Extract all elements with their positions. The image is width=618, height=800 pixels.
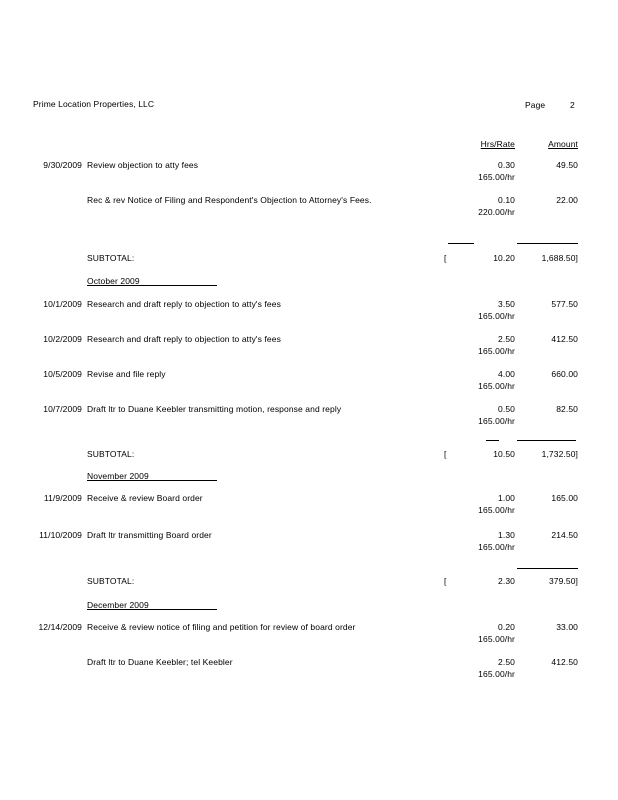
entry-amount: 214.50 (551, 530, 578, 540)
amount-sum-line (517, 568, 578, 569)
entry-rate: 165.00/hr (478, 416, 515, 426)
entry-amount: 577.50 (551, 299, 578, 309)
page-label: Page (525, 100, 546, 110)
entry-date: 9/30/2009 (43, 160, 82, 170)
entry-hours: 4.00 (498, 369, 515, 379)
entry-rate: 165.00/hr (478, 311, 515, 321)
entry-description: Revise and file reply (87, 369, 166, 379)
month-underline (87, 609, 217, 610)
entry-rate: 165.00/hr (478, 542, 515, 552)
amount-sum-line (517, 440, 576, 441)
month-underline (87, 480, 217, 481)
entry-description: Research and draft reply to objection to atty's fees (87, 334, 281, 344)
subtotal-bracket: [ (444, 449, 447, 459)
subtotal-hours: 2.30 (498, 576, 515, 586)
page-number: 2 (570, 100, 575, 110)
hrs-rate-column-header: Hrs/Rate (480, 139, 515, 149)
entry-date: 12/14/2009 (38, 622, 82, 632)
entry-date: 11/9/2009 (43, 493, 82, 503)
subtotal-hours: 10.50 (493, 449, 515, 459)
month-heading: November 2009 (87, 471, 149, 481)
subtotal-label: SUBTOTAL: (87, 253, 135, 263)
entry-date: 11/10/2009 (39, 530, 82, 540)
entry-amount: 33.00 (556, 622, 578, 632)
entry-rate: 165.00/hr (478, 634, 515, 644)
entry-hours: 0.50 (498, 404, 515, 414)
subtotal-label: SUBTOTAL: (87, 576, 135, 586)
subtotal-label: SUBTOTAL: (87, 449, 135, 459)
entry-hours: 3.50 (498, 299, 515, 309)
entry-description: Receive & review Board order (87, 493, 203, 503)
entry-rate: 220.00/hr (478, 207, 515, 217)
entry-hours: 2.50 (498, 334, 515, 344)
entry-date: 10/5/2009 (43, 369, 82, 379)
entry-description: Draft ltr transmitting Board order (87, 530, 212, 540)
entry-hours: 1.00 (498, 493, 515, 503)
entry-amount: 412.50 (551, 657, 578, 667)
entry-description: Receive & review notice of filing and petition for review of board order (87, 622, 356, 632)
entry-description: Draft ltr to Duane Keebler transmitting motion, response and reply (87, 404, 342, 414)
entry-rate: 165.00/hr (478, 505, 515, 515)
entry-amount: 412.50 (551, 334, 578, 344)
entry-rate: 165.00/hr (478, 172, 515, 182)
entry-hours: 1.30 (498, 530, 515, 540)
month-underline (87, 285, 217, 286)
subtotal-amount: 379.50] (548, 576, 578, 586)
entry-amount: 82.50 (556, 404, 578, 414)
entry-description: Research and draft reply to objection to atty's fees (87, 299, 281, 309)
entry-hours: 0.10 (498, 195, 515, 205)
entry-amount: 22.00 (556, 195, 578, 205)
company-name: Prime Location Properties, LLC (33, 99, 155, 109)
subtotal-bracket: [ (444, 576, 447, 586)
entry-hours: 0.30 (498, 160, 515, 170)
month-heading: December 2009 (87, 600, 149, 610)
entry-amount: 165.00 (551, 493, 578, 503)
entry-rate: 165.00/hr (478, 346, 515, 356)
subtotal-amount: 1,688.50] (541, 253, 578, 263)
entry-date: 10/2/2009 (43, 334, 82, 344)
entry-hours: 0.20 (498, 622, 515, 632)
amount-column-header: Amount (548, 139, 578, 149)
subtotal-hours: 10.20 (493, 253, 515, 263)
hours-sum-line (448, 243, 474, 244)
hours-sum-line (486, 440, 499, 441)
entry-description: Draft ltr to Duane Keebler; tel Keebler (87, 657, 233, 667)
entry-description: Review objection to atty fees (87, 160, 199, 170)
subtotal-amount: 1,732.50] (541, 449, 578, 459)
entry-amount: 660.00 (551, 369, 578, 379)
entry-hours: 2.50 (498, 657, 515, 667)
entry-amount: 49.50 (556, 160, 578, 170)
entry-date: 10/7/2009 (43, 404, 82, 414)
entry-date: 10/1/2009 (43, 299, 82, 309)
month-heading: October 2009 (87, 276, 140, 286)
subtotal-bracket: [ (444, 253, 447, 263)
entry-rate: 165.00/hr (478, 381, 515, 391)
amount-sum-line (517, 243, 578, 244)
entry-description: Rec & rev Notice of Filing and Respondent's Objection to Attorney's Fees. (87, 195, 372, 205)
entry-rate: 165.00/hr (478, 669, 515, 679)
